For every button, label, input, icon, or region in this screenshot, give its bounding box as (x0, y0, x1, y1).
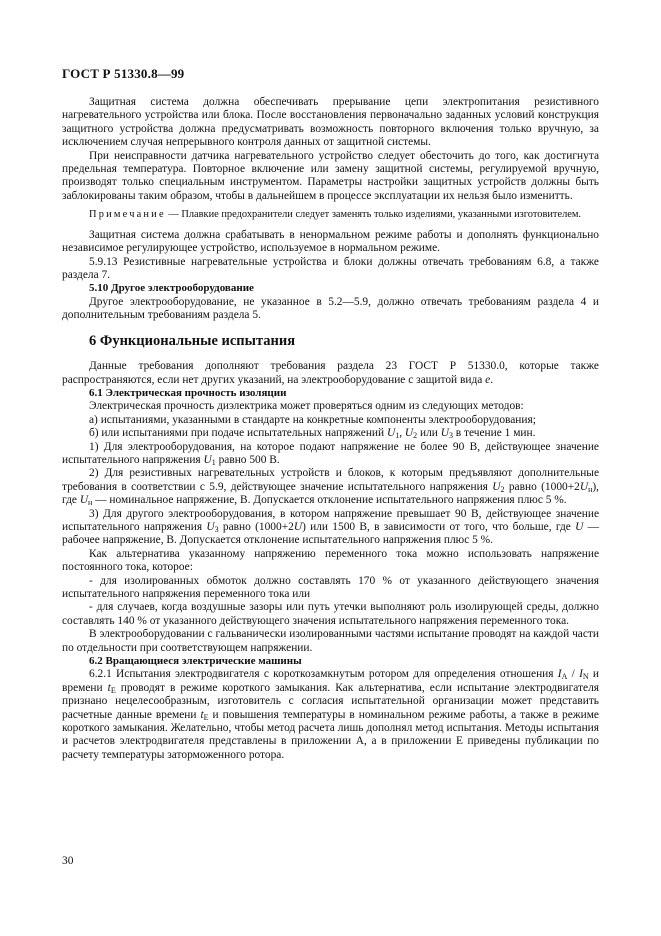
page-body (62, 96, 599, 762)
list-item: 3) Для другого электрооборудования, в котором напряжение превышает 90 В, действующее значение испытательного напряжения $U_3$ равно (1000+2U) или 1500 В, в зависимости от того, что больше, где U — рабочее напряжение, В. Допускается отклонение испытательного напряжения плюс 5 %. (62, 507, 600, 547)
paragraph: 5.9.13 Резистивные нагревательные устройства и блоки должны отвечать требованиям 6.8, а также раздела 7. (62, 255, 599, 282)
paragraph: Данные требования дополняют требования раздела 23 ГОСТ Р 51330.0, которые также распространяются, если нет других указаний, на электрооборудование с защитой вида e. (62, 360, 599, 386)
section-heading-6: 6 Функциональные испытания (89, 332, 296, 349)
note-label: Примечание (89, 209, 166, 221)
paragraph: 6.2.1 Испытания электродвигателя с короткозамкнутым ротором для определения отношения $I_A / I_N$ и времени $t_E$ проводят в режиме короткого замыкания. Как альтернатива, если испытание электродвигателя признано нецелесообразным, изготовитель с согласия испытательной организации может представить расчетные данные времени $t_E$ и повышения температуры в номинальном режиме работы, а также в режиме короткого замыкания. Желательно, чтобы метод расчета лишь дополнял метод испытания. Методы испытания и расчетов электродвигателя представлены в приложении А, а в приложении Е приведены публикации по расчету температуры заторможенного ротора. (62, 668, 599, 761)
paragraph: Как альтернатива указанному напряжению переменного тока можно использовать напряжение постоянного тока, которое: (62, 547, 599, 574)
note-text: — Плавкие предохранители следует заменять только изделиями, указанными изготовителем. (165, 209, 582, 221)
paragraph: В электрооборудовании с гальванически изолированными частями испытание проводят на каждой части по отдельности при соответствующем напряжении. (62, 628, 599, 654)
list-item: б) или испытаниями при подаче испытательных напряжений $U_1$, $U_2$ или $U_3$ в течение 1 мин. (89, 427, 536, 441)
subsection-heading-6-1: 6.1 Электрическая прочность изоляции (89, 386, 287, 399)
page-number: 30 (62, 855, 74, 867)
list-item: 2) Для резистивных нагревательных устройств и блоков, к которым предъявляют дополнительные требования в соответствии с 5.9, действующее значение испытательного напряжения $U_2$ равно $(1000+2U_н)$, где $U_н$ — номинальное напряжение, В. Допускается отклонение испытательного напряжения плюс 5 %. (62, 467, 600, 508)
paragraph: Электрическая прочность диэлектрика может проверяться одним из следующих методов: (89, 400, 524, 413)
list-item: - для случаев, когда воздушные зазоры или путь утечки выполняют роль изолирующей среды, должно составлять 140 % от указанного действующего значения испытательного напряжения переменного тока. (62, 601, 599, 627)
list-item: - для изолированных обмоток должно составлять 170 % от указанного действующего значения испытательного напряжения переменного тока или (62, 574, 599, 600)
paragraph: Защитная система должна обеспечивать прерывание цепи электропитания резистивного нагревательного устройства или блока. После восстановления первоначально заданных условий конструкция защитного устройства должна предусматривать возможность повторного включения только вручную, за исключением случая непрерывного контроля данных от защитной системы. (62, 96, 599, 149)
note-paragraph (62, 209, 599, 222)
list-item: а) испытаниями, указанными в стандарте на конкретные компоненты электрооборудования; (89, 413, 536, 426)
paragraph: Защитная система должна срабатывать в ненормальном режиме работы и дополнять функционально независимое регулирующее устройство, используемое в нормальном режиме. (62, 228, 599, 255)
paragraph: При неисправности датчика нагревательного устройство следует обесточить до того, как достигнута предельная температура. Повторное включение или замену защитной системы, регулируемой вручную, производят только специальным инструментом. Параметры настройки защитных устройств должны быть заблокированы таким образом, чтобы в дальнейшем в процессе эксплуатации их нельзя было изменитть. (62, 149, 599, 202)
subsection-heading-6-2: 6.2 Вращающиеся электрические машины (89, 655, 302, 668)
subsection-heading-5-10: 5.10 Другое электрооборудование (89, 282, 254, 295)
document-header: ГОСТ Р 51330.8—99 (62, 66, 185, 81)
list-item: 1) Для электрооборудования, на которое подают напряжение не более 90 В, действующее значение испытательного напряжения $U_1$ равно 500 В. (62, 440, 599, 467)
paragraph: Другое электрооборудование, не указанное в 5.2—5.9, должно отвечать требованиям раздела 4 и дополнительным требованиям раздела 5. (62, 295, 599, 322)
